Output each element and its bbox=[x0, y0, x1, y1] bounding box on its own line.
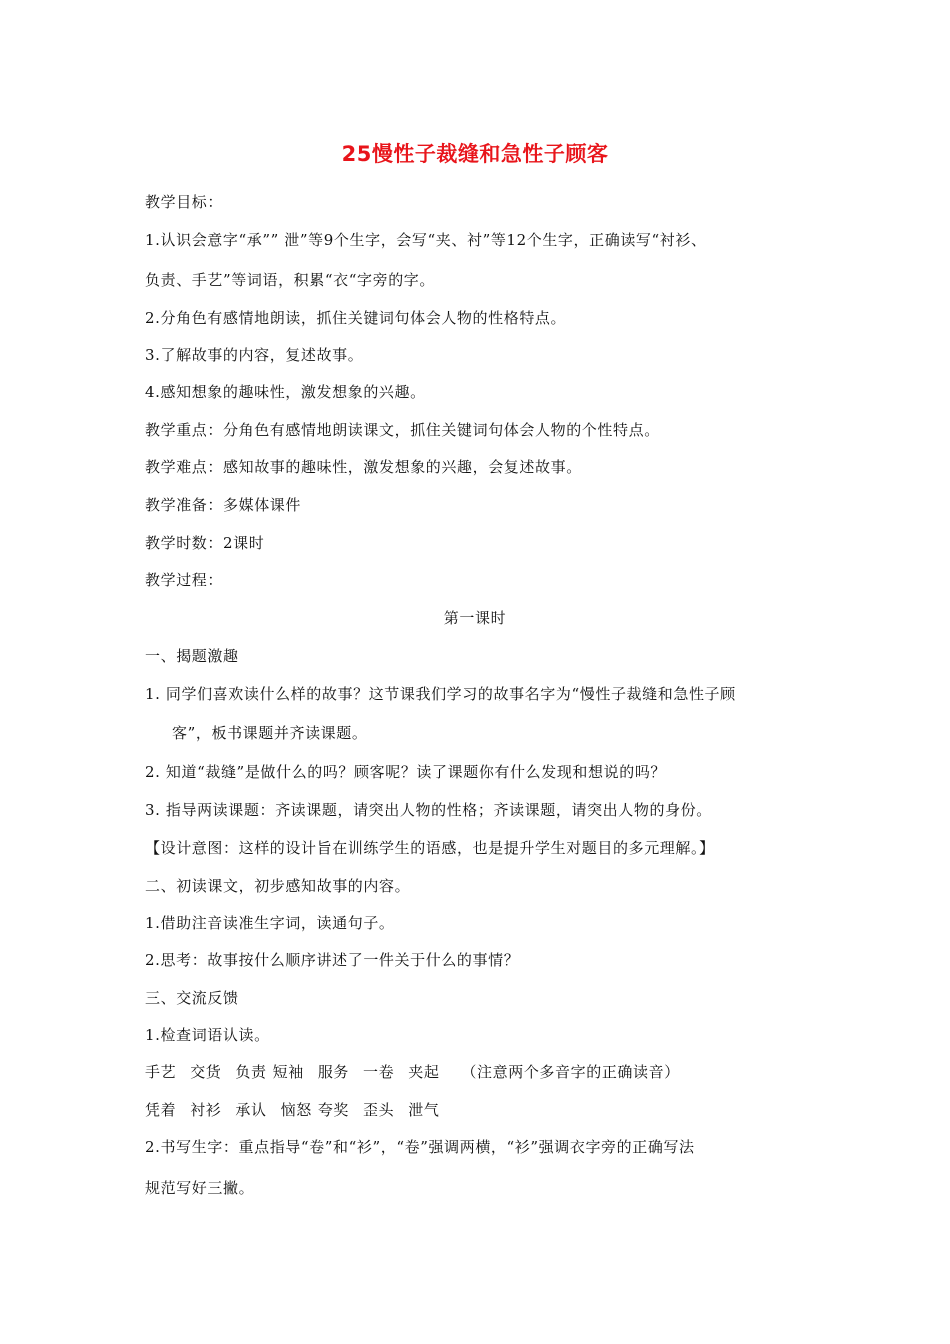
teaching-hours: 教学时数：2课时 bbox=[145, 534, 265, 552]
document-title: 25慢性子裁缝和急性子顾客 bbox=[341, 142, 609, 166]
lesson-title: 第一课时 bbox=[443, 609, 507, 627]
section-1-item-3: 3. 指导两读课题：齐读课题，请突出人物的性格；齐读课题，请突出人物的身份。 bbox=[145, 801, 712, 819]
word-item: 凭着 bbox=[145, 1101, 177, 1119]
word-note: （注意两个多音字的正确读音） bbox=[461, 1063, 680, 1081]
word-list-row-1 bbox=[145, 1062, 694, 1082]
process-heading: 教学过程： bbox=[145, 571, 224, 589]
design-note: 【设计意图：这样的设计旨在训练学生的语感，也是提升学生对题目的多元理解。】 bbox=[145, 839, 715, 857]
word-item: 服务 bbox=[317, 1063, 350, 1081]
section-3-item-2-line2: 规范写好三撇。 bbox=[145, 1179, 255, 1197]
word-item: 一卷 bbox=[363, 1063, 395, 1081]
section-2-heading: 二、初读课文，初步感知故事的内容。 bbox=[145, 877, 411, 895]
objective-2: 2.分角色有感情地朗读，抓住关键词句体会人物的性格特点。 bbox=[145, 309, 567, 327]
word-list-row-2 bbox=[145, 1100, 453, 1120]
word-item: 承认 bbox=[235, 1101, 267, 1119]
section-1-item-1-line2: 客”，板书课题并齐读课题。 bbox=[172, 724, 368, 742]
word-item: 衬衫 bbox=[190, 1101, 222, 1119]
preparation: 教学准备：多媒体课件 bbox=[145, 496, 302, 514]
objectives-heading: 教学目标： bbox=[145, 193, 224, 211]
section-1-item-1-line1: 1. 同学们喜欢读什么样的故事？这节课我们学习的故事名字为“慢性子裁缝和急性子顾 bbox=[145, 685, 736, 703]
word-item: 泄气 bbox=[408, 1101, 440, 1119]
word-item: 交货 bbox=[190, 1063, 222, 1081]
section-1-heading: 一、揭题激趣 bbox=[145, 647, 239, 665]
section-1-item-2: 2. 知道“裁缝”是做什么的吗？顾客呢？读了课题你有什么发现和想说的吗？ bbox=[145, 763, 667, 781]
key-point: 教学重点：分角色有感情地朗读课文，抓住关键词句体会人物的个性特点。 bbox=[145, 421, 660, 439]
objective-1-line2: 负责、手艺”等词语，积累“衣“字旁的字。 bbox=[145, 271, 436, 289]
word-item: 夹起 bbox=[408, 1063, 440, 1081]
section-2-item-1: 1.借助注音读准生字词，读通句子。 bbox=[145, 914, 395, 932]
section-2-item-2: 2.思考：故事按什么顺序讲述了一件关于什么的事情？ bbox=[145, 951, 520, 969]
word-item: 手艺 bbox=[145, 1063, 177, 1081]
objective-4: 4.感知想象的趣味性，激发想象的兴趣。 bbox=[145, 383, 426, 401]
word-item: 短袖 bbox=[272, 1063, 304, 1081]
word-item: 负责 bbox=[235, 1063, 267, 1081]
difficulty: 教学难点：感知故事的趣味性，激发想象的兴趣，会复述故事。 bbox=[145, 458, 582, 476]
word-item: 恼怒 bbox=[280, 1101, 312, 1119]
section-3-heading: 三、交流反馈 bbox=[145, 989, 239, 1007]
word-item: 夸奖 bbox=[317, 1101, 350, 1119]
section-3-item-1: 1.检查词语认读。 bbox=[145, 1026, 270, 1044]
word-item: 歪头 bbox=[363, 1101, 395, 1119]
objective-1-line1: 1.认识会意字“承”” 泄”等9个生字，会写“夹、衬”等12个生字，正确读写“衬衫、 bbox=[145, 231, 707, 249]
objective-3: 3.了解故事的内容，复述故事。 bbox=[145, 346, 364, 364]
section-3-item-2-line1: 2.书写生字：重点指导“卷”和“衫”，“卷”强调两横，“衫”强调衣字旁的正确写法 bbox=[145, 1138, 695, 1156]
